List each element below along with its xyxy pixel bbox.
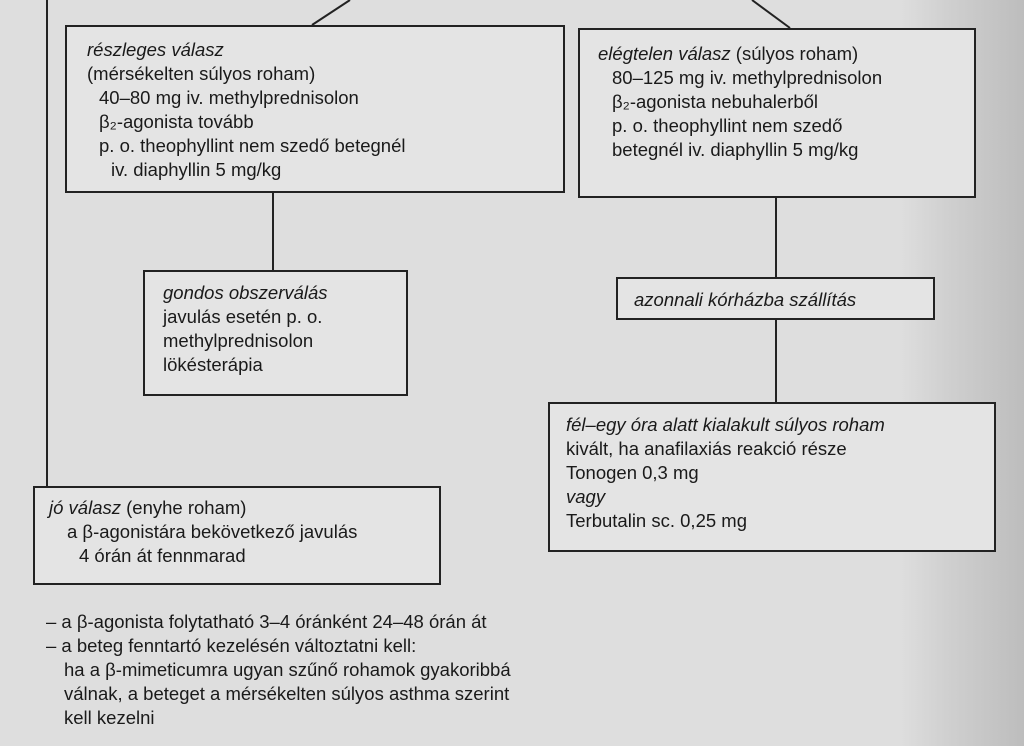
insufficient-agonist: β₂-agonista nebuhalerből (612, 91, 819, 112)
partial-diaphyllin: iv. diaphyllin 5 mg/kg (111, 159, 282, 180)
partial-dose: 40–80 mg iv. methylprednisolon (99, 87, 359, 108)
severe-attack-line-2: Tonogen 0,3 mg (566, 462, 699, 483)
observation-line-2: methylprednisolon (163, 330, 314, 351)
severe-attack-title: fél–egy óra alatt kialakult súlyos roham (566, 414, 885, 435)
severe-attack-line-4: Terbutalin sc. 0,25 mg (566, 510, 747, 531)
hospital-transfer-text: azonnali kórházba szállítás (634, 289, 857, 310)
insufficient-theophyllin: p. o. theophyllint nem szedő (612, 115, 843, 136)
partial-response-box (65, 25, 565, 193)
insufficient-response-severity: (súlyos roham) (730, 43, 859, 64)
observation-box (143, 270, 408, 396)
hospital-transfer-box (616, 277, 935, 320)
partial-response-title: részleges válasz (87, 39, 224, 60)
insufficient-response-box (578, 28, 976, 198)
severe-attack-line-3: vagy (566, 486, 606, 507)
insufficient-diaphyllin: betegnél iv. diaphyllin 5 mg/kg (612, 139, 859, 160)
good-response-title: jó válasz (49, 497, 121, 518)
observation-line-3: lökésterápia (163, 354, 263, 375)
insufficient-response-title: elégtelen válasz (598, 43, 731, 64)
severe-attack-line-1: kivált, ha anafilaxiás reakció része (566, 438, 847, 459)
insufficient-response-title-line (598, 42, 974, 66)
notes-list (46, 610, 511, 730)
connector-top-right (752, 0, 790, 28)
note-5: kell kezelni (64, 707, 155, 728)
note-2: – a beteg fenntartó kezelésén változtatni kell: (46, 635, 417, 656)
good-response-title-line (49, 496, 439, 520)
severe-attack-box (548, 402, 996, 552)
partial-response-severity: (mérsékelten súlyos roham) (87, 63, 316, 84)
observation-line-1: javulás esetén p. o. (163, 306, 323, 327)
good-response-severity: (enyhe roham) (120, 497, 247, 518)
good-response-box (33, 486, 441, 585)
observation-title: gondos obszerválás (163, 282, 328, 303)
note-3: ha a β-mimeticumra ugyan szűnő rohamok gyakoribbá (64, 659, 511, 680)
partial-agonist: β₂-agonista tovább (99, 111, 254, 132)
connector-top-left (312, 0, 350, 25)
partial-theophyllin: p. o. theophyllint nem szedő betegnél (99, 135, 406, 156)
good-response-line-1: a β-agonistára bekövetkező javulás (67, 521, 358, 542)
note-1: – a β-agonista folytatható 3–4 óránként 24–48 órán át (46, 611, 487, 632)
note-4: válnak, a beteget a mérsékelten súlyos asthma szerint (64, 683, 510, 704)
good-response-line-2: 4 órán át fennmarad (79, 545, 246, 566)
insufficient-dose: 80–125 mg iv. methylprednisolon (612, 67, 883, 88)
